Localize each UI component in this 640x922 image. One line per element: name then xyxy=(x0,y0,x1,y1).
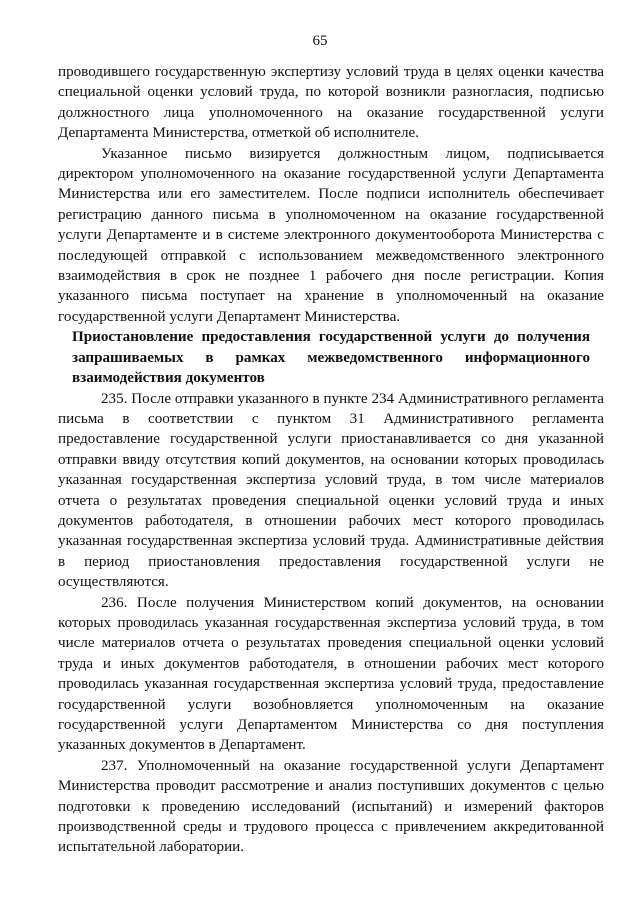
paragraph-237: 237. Уполномоченный на оказание государственной услуги Департамент Министерства проводит рассмотрение и анализ поступивших документов с целью подготовки к проведению исследований (испытаний) и измерений факторов производственной среды и трудового процесса с привлечением аккредитованной испытательной лаборатории. xyxy=(58,757,604,856)
paragraph-236: 236. После получения Министерством копий документов, на основании которых проводилась указанная государственная экспертиза условий труда, в том числе материалов отчета о результатах проведения специальной оценки условий труда и иных документов работодателя, в отношении рабочих мест которого проводилась указанная государственная экспертиза условий труда, предоставление государственной услуги возобновляется уполномоченным на оказание государственной услуги Департаментом Министерства со дня поступления указанных документов в Департамент. xyxy=(58,594,604,754)
paragraph-continuation: проводившего государственную экспертизу условий труда в целях оценки качества специальной оценки условий труда, по которой возникли разногласия, подписью должностного лица уполномоченного на оказание государственной услуги Департамента Министерства, отметкой об исполнителе. xyxy=(58,64,604,142)
paragraph-letter-approval: Указанное письмо визируется должностным лицом, подписывается директором уполномоченного на оказание государственной услуги Департамента Министерства или его заместителем. После подписи исполнитель обеспечивает регистрацию данного письма в уполномоченном на оказание государственной услуги Департаменте и в системе электронного документооборота Министерства с последующей отправкой с использованием межведомственного электронного взаимодействия в срок не позднее 1 рабочего дня после регистрации. Копия указанного письма поступает на хранение в уполномоченный на оказание государственной услуги Департамент Министерства. xyxy=(58,145,604,325)
document-body xyxy=(58,62,604,858)
page-number: 65 xyxy=(312,33,328,49)
paragraph-235: 235. После отправки указанного в пункте 234 Административного регламента письма в соответствии с пунктом 31 Административного регламента предоставление государственной услуги приостанавливается со дня указанной отправки ввиду отсутствия копий документов, на основании которых проводилась указанная государственная экспертиза условий труда, в том числе материалов отчета о результатах проведения специальной оценки условий труда и иных документов работодателя, в отношении рабочих мест которого проводилась указанная государственная экспертиза условий труда. Административные действия в период приостановления предоставления государственной услуги не осуществляются. xyxy=(58,390,604,591)
section-heading: Приостановление предоставления государственной услуги до получения запрашиваемых в рамках межведомственного информационного взаимодействия документов xyxy=(72,329,590,387)
